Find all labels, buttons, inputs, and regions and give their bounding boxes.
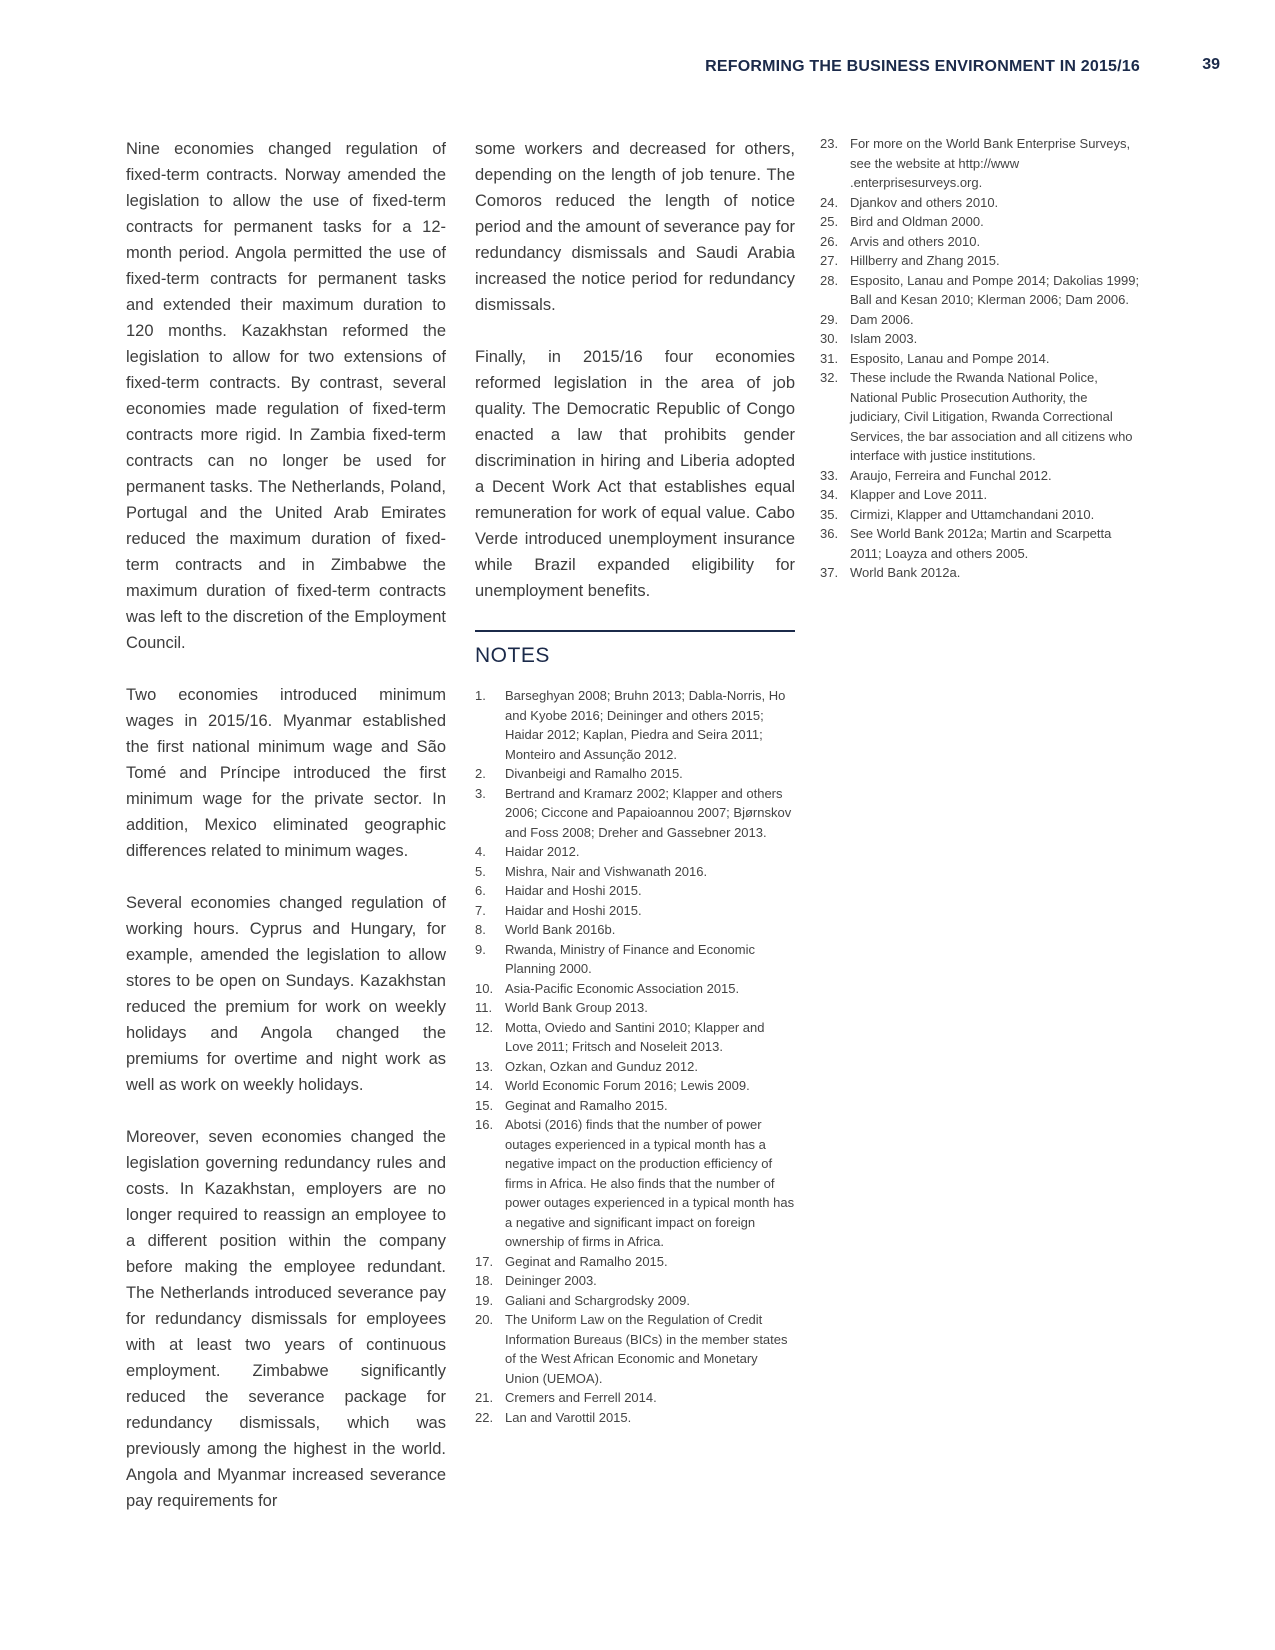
- note-number: 12.: [475, 1019, 494, 1035]
- note-text: Lan and Varottil 2015.: [505, 1409, 632, 1425]
- note-item: [820, 563, 1140, 583]
- note-item: [475, 1271, 795, 1291]
- note-item: [475, 1252, 795, 1272]
- note-item: [820, 310, 1140, 330]
- note-number: 11.: [475, 1000, 493, 1015]
- note-item: [820, 212, 1140, 232]
- note-item: [820, 505, 1140, 525]
- note-item: [820, 368, 1140, 466]
- paragraph-redundancy-rules: Moreover, seven economies changed the legislation governing redundancy rules and costs. In Kazakhstan, employers are no longer required to reassign an employee to a different position within the company before making the employee redundant. The Netherlands introduced severance pay for redundancy dismissals for employees with at least two years of continuous employment. Zimbabwe significantly reduced the severance package for redundancy dismissals, which was previously among the highest in the world. Angola and Myanmar increased severance pay requirements for: [126, 1128, 446, 1510]
- note-item: [475, 862, 795, 882]
- note-number: 4.: [475, 844, 486, 859]
- note-text: Asia-Pacific Economic Association 2015.: [505, 980, 740, 996]
- note-text: Geginat and Ramalho 2015.: [505, 1253, 668, 1269]
- note-number: 22.: [475, 1409, 494, 1425]
- note-item: [475, 686, 795, 764]
- note-item: [820, 524, 1140, 563]
- note-text: Galiani and Schargrodsky 2009.: [505, 1292, 691, 1308]
- note-text: Klapper and Love 2011.: [850, 487, 988, 502]
- note-item: [475, 764, 795, 784]
- note-item: [475, 1018, 795, 1057]
- paragraph-job-quality: Finally, in 2015/16 four economies reformed legislation in the area of job quality. The Democratic Republic of Congo enacted a law that prohibits gender discrimination in hiring and Liberia adopted a Decent Work Act that establishes equal remuneration for work of equal value. Cabo Verde introduced unemployment insurance while Brazil expanded eligibility for unemployment benefits.: [475, 348, 795, 600]
- note-number: 19.: [475, 1292, 494, 1308]
- paragraph-fixed-term-contracts: Nine economies changed regulation of fixed-term contracts. Norway amended the legislation to allow the use of fixed-term contracts for permanent tasks for a 12-month period. Angola permitted the use of fixed-term contracts for permanent tasks and extended their maximum duration to 120 months. Kazakhstan reformed the legislation to allow for two extensions of fixed-term contracts. By contrast, several economies made regulation of fixed-term contracts more rigid. In Zambia fixed-term contracts can no longer be used for permanent tasks. The Netherlands, Poland, Portugal and the United Arab Emirates reduced the maximum duration of fixed-term contracts and in Zimbabwe the maximum duration of fixed-term contracts was left to the discretion of the Employment Council.: [126, 140, 446, 652]
- note-item: [475, 1408, 795, 1428]
- note-text: Abotsi (2016) finds that the number of power outages experienced in a typical month has a negative impact on the production efficiency of firms in Africa. He also finds that the number of power outages experienced in a typical month has a negative and significant impact on foreign ownership of firms in Africa.: [505, 1117, 795, 1249]
- note-number: 5.: [475, 863, 486, 879]
- note-item: [820, 349, 1140, 369]
- note-text: Cremers and Ferrell 2014.: [505, 1390, 657, 1405]
- note-text: World Bank Group 2013.: [505, 1000, 648, 1015]
- note-item: [475, 1076, 795, 1096]
- note-text: Deininger 2003.: [505, 1273, 597, 1288]
- running-header-title: REFORMING THE BUSINESS ENVIRONMENT IN 2015/16: [705, 58, 1140, 75]
- note-number: 29.: [820, 311, 839, 327]
- page-number: 39: [1202, 56, 1220, 73]
- note-text: Haidar and Hoshi 2015.: [505, 902, 642, 918]
- note-text: Rwanda, Ministry of Finance and Economic Planning 2000.: [505, 941, 756, 976]
- note-number: 34.: [820, 487, 839, 502]
- note-text: Motta, Oviedo and Santini 2010; Klapper and Love 2011; Fritsch and Noseleit 2013.: [505, 1019, 765, 1054]
- note-item: [820, 271, 1140, 310]
- note-text: Esposito, Lanau and Pompe 2014.: [850, 350, 1050, 366]
- note-number: 35.: [820, 506, 839, 522]
- note-number: 28.: [820, 272, 839, 288]
- note-item: [475, 1057, 795, 1077]
- note-text: Hillberry and Zhang 2015.: [850, 253, 1000, 268]
- note-text: Geginat and Ramalho 2015.: [505, 1097, 668, 1113]
- note-text: The Uniform Law on the Regulation of Credit Information Bureaus (BICs) in the member states of the West African Economic and Monetary Union (UEMOA).: [505, 1312, 788, 1386]
- note-item: [820, 329, 1140, 349]
- note-text: Bertrand and Kramarz 2002; Klapper and others 2006; Ciccone and Papaioannou 2007; Bjørnskov and Foss 2008; Dreher and Gassebner 2013.: [505, 785, 792, 840]
- note-text: Dam 2006.: [850, 311, 914, 327]
- note-text: Bird and Oldman 2000.: [850, 214, 984, 229]
- note-text: Arvis and others 2010.: [850, 233, 981, 249]
- paragraph-working-hours: Several economies changed regulation of working hours. Cyprus and Hungary, for example, amended the legislation to allow stores to be open on Sundays. Kazakhstan reduced the premium for work on weekly holidays and Angola changed the premiums for overtime and night work as well as work on weekly holidays.: [126, 894, 446, 1094]
- note-item: [475, 998, 795, 1018]
- note-number: 15.: [475, 1097, 494, 1113]
- note-number: 14.: [475, 1078, 494, 1093]
- note-number: 21.: [475, 1390, 494, 1405]
- note-number: 27.: [820, 253, 839, 268]
- note-text: Haidar 2012.: [505, 844, 580, 859]
- note-item: [820, 134, 1140, 193]
- note-number: 31.: [820, 350, 839, 366]
- note-number: 1.: [475, 688, 486, 703]
- note-number: 37.: [820, 565, 839, 580]
- note-text: Barseghyan 2008; Bruhn 2013; Dabla-Norris, Ho and Kyobe 2016; Deininger and others 2015; Haidar 2012; Kaplan, Piedra and Seira 2011; Monteiro and Assunção 2012.: [505, 688, 786, 762]
- note-number: 16.: [475, 1117, 494, 1132]
- note-item: [475, 784, 795, 843]
- note-item: [475, 1388, 795, 1408]
- body-column-left: [126, 136, 446, 1540]
- note-text: Djankov and others 2010.: [850, 194, 999, 210]
- note-text: These include the Rwanda National Police, National Public Prosecution Authority, the judiciary, Civil Litigation, Rwanda Correctional Services, the bar association and all citizens who interface with justice institutions.: [850, 370, 1133, 463]
- note-item: [475, 881, 795, 901]
- note-number: 7.: [475, 902, 486, 918]
- note-number: 9.: [475, 941, 486, 957]
- paragraph-severance-continued: some workers and decreased for others, depending on the length of job tenure. The Comoros reduced the length of notice period and the amount of severance pay for redundancy dismissals and Saudi Arabia increased the notice period for redundancy dismissals.: [475, 140, 795, 314]
- note-item: [820, 193, 1140, 213]
- note-item: [820, 466, 1140, 486]
- notes-list-continued: [820, 134, 1140, 583]
- note-item: [475, 842, 795, 862]
- note-number: 3.: [475, 785, 486, 801]
- note-number: 13.: [475, 1058, 494, 1074]
- note-item: [475, 1291, 795, 1311]
- notes-heading: NOTES: [475, 644, 550, 667]
- note-text: Esposito, Lanau and Pompe 2014; Dakolias 1999; Ball and Kesan 2010; Klerman 2006; Dam 2006.: [850, 272, 1140, 307]
- note-number: 20.: [475, 1312, 494, 1327]
- note-number: 6.: [475, 883, 486, 898]
- notes-column-right: [820, 134, 1140, 583]
- note-number: 10.: [475, 980, 494, 996]
- note-number: 25.: [820, 214, 839, 229]
- note-text: Divanbeigi and Ramalho 2015.: [505, 766, 683, 781]
- note-number: 36.: [820, 526, 839, 541]
- note-item: [820, 485, 1140, 505]
- note-text: See World Bank 2012a; Martin and Scarpetta 2011; Loayza and others 2005.: [850, 526, 1112, 561]
- note-text: Ozkan, Ozkan and Gunduz 2012.: [505, 1058, 698, 1074]
- note-number: 8.: [475, 922, 486, 937]
- note-number: 24.: [820, 194, 839, 210]
- note-item: [475, 1115, 795, 1252]
- note-text: World Bank 2016b.: [505, 922, 616, 937]
- note-text: Mishra, Nair and Vishwanath 2016.: [505, 863, 708, 879]
- note-item: [820, 232, 1140, 252]
- note-text: Araujo, Ferreira and Funchal 2012.: [850, 467, 1052, 483]
- note-number: 33.: [820, 467, 839, 483]
- notes-list: [475, 686, 795, 1427]
- note-text: World Bank 2012a.: [850, 565, 961, 580]
- note-item: [475, 1310, 795, 1388]
- note-number: 18.: [475, 1273, 494, 1288]
- note-text: For more on the World Bank Enterprise Surveys, see the website at http://www .enterprisesurveys.org.: [850, 136, 1131, 190]
- note-number: 30.: [820, 331, 839, 346]
- paragraph-minimum-wages: Two economies introduced minimum wages in 2015/16. Myanmar established the first national minimum wage and São Tomé and Príncipe introduced the first minimum wage for the private sector. In addition, Mexico eliminated geographic differences related to minimum wages.: [126, 686, 446, 860]
- note-item: [475, 1096, 795, 1116]
- note-item: [475, 940, 795, 979]
- note-number: 32.: [820, 370, 839, 385]
- note-item: [475, 901, 795, 921]
- note-text: Islam 2003.: [850, 331, 918, 346]
- note-number: 17.: [475, 1253, 494, 1269]
- body-column-middle: [475, 136, 795, 1427]
- note-number: 26.: [820, 233, 839, 249]
- note-item: [820, 251, 1140, 271]
- note-number: 23.: [820, 136, 839, 151]
- note-text: Cirmizi, Klapper and Uttamchandani 2010.: [850, 506, 1095, 522]
- note-item: [475, 979, 795, 999]
- notes-divider: [475, 630, 795, 632]
- note-text: Haidar and Hoshi 2015.: [505, 883, 642, 898]
- note-number: 2.: [475, 766, 486, 781]
- note-item: [475, 920, 795, 940]
- note-text: World Economic Forum 2016; Lewis 2009.: [505, 1078, 750, 1093]
